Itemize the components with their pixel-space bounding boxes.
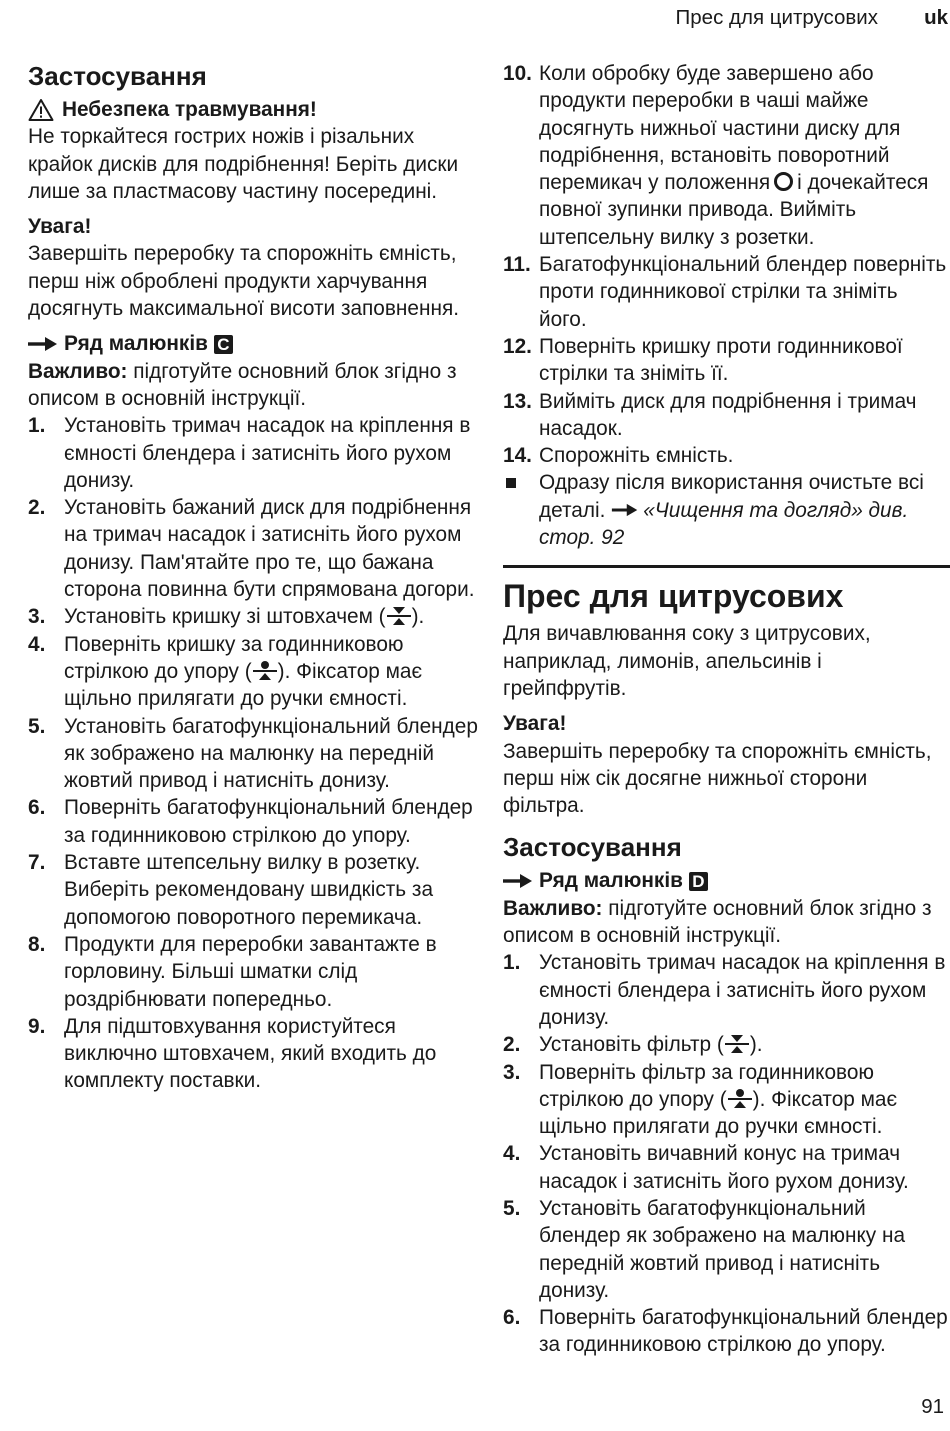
attention-title: Увага! [28, 215, 92, 239]
step-text-pre: Поверніть фільтр за годинниковою стрілкою до упору ( [539, 1060, 874, 1111]
section-title-citrus-press: Прес для цитрусових [503, 578, 844, 615]
bullet-item [503, 469, 950, 551]
sequence-label: Ряд малюнків [64, 332, 208, 356]
arrow-right-icon [503, 873, 533, 889]
list-item [503, 1031, 950, 1058]
right-column [503, 60, 950, 1359]
step-text-pre: Поверніть кришку за годинниковою стрілкою до упору ( [64, 632, 404, 683]
header-title: Прес для цитрусових [675, 6, 878, 29]
warning-triangle-icon [28, 98, 54, 122]
step-number: 5. [28, 714, 46, 738]
attention-title: Увага! [503, 712, 567, 736]
important-label: Важливо: [28, 359, 128, 383]
step-text-pre: Коли обробку буде завершено або продукти переробки в чаші майже досягнуть нижньої частини диску для подрібнення, встановіть поворотний перемикач у положення [539, 62, 901, 195]
step-text-post: ). [411, 605, 425, 629]
sequence-letter-badge: C [214, 335, 233, 354]
list-item [503, 388, 950, 443]
off-position-icon [774, 172, 793, 191]
sequence-letter-badge: D [689, 872, 708, 891]
important-text: підготуйте основний блок згідно з описом в основній інструкції. [503, 896, 932, 948]
step-text: Продукти для переробки завантажте в горловину. Більші шматки слід роздрібнювати попередньо. [64, 932, 437, 1011]
step-number: 10. [503, 62, 532, 85]
picture-sequence-ref [28, 330, 478, 357]
step-number: 4. [28, 632, 46, 656]
attention-text: Завершіть переробку та спорожніть ємність, перш ніж оброблені продукти харчування досягнуть максимальної висоти заповнення. [28, 242, 459, 321]
step-text: Вийміть диск для подрібнення і тримач насадок. [539, 389, 917, 440]
step-number: 6. [28, 796, 46, 820]
list-item [503, 251, 950, 333]
step-number: 11. [503, 253, 531, 277]
bullet-text: Одразу після використання очистьте всі деталі. [539, 471, 924, 522]
step-number: 1. [503, 951, 521, 975]
list-item [503, 1195, 950, 1304]
step-number: 6. [503, 1306, 521, 1330]
cross-reference-link[interactable]: «Чищення та догляд» див. стор. 92 [539, 498, 909, 550]
list-item [503, 442, 950, 469]
step-text: Спорожніть ємність. [539, 444, 734, 468]
section-divider [503, 565, 950, 568]
step-text: Поверніть багатофункціональний блендер за годинниковою стрілкою до упору. [539, 1306, 948, 1357]
steps-list-left [28, 412, 478, 1094]
list-item [28, 849, 478, 931]
step-number: 7. [28, 851, 46, 875]
lock-position-icon [252, 660, 278, 682]
step-text-pre: Установіть фільтр ( [539, 1033, 724, 1057]
step-number: 13. [503, 389, 532, 413]
step-text-post: ). Фіксатор має щільно прилягати до ручки ємності. [539, 1087, 898, 1139]
step-text-post: ). [749, 1033, 763, 1057]
list-item [28, 713, 478, 795]
steps-list-right-continued [503, 60, 950, 551]
press-down-icon [724, 1033, 750, 1055]
list-item [503, 60, 950, 251]
language-code: uk [924, 6, 948, 29]
list-item [28, 603, 478, 630]
warning-title-text: Небезпека травмування! [62, 98, 317, 121]
press-down-icon [386, 605, 412, 627]
step-text: Установіть багатофункціональний блендер як зображено на малюнку на передній жовтий привод і натисніть донизу. [64, 714, 478, 793]
step-text: Установіть багатофункціональний блендер як зображено на малюнку на передній жовтий привод і натисніть донизу. [539, 1196, 906, 1302]
step-number: 2. [503, 1033, 521, 1057]
list-item [28, 1013, 478, 1095]
page-header [0, 6, 950, 32]
list-item [503, 1059, 950, 1141]
important-label: Важливо: [503, 896, 603, 920]
list-item [503, 1140, 950, 1195]
square-bullet-icon [506, 478, 516, 488]
lock-position-icon [727, 1088, 753, 1110]
step-number: 2. [28, 496, 46, 520]
step-text-post: ). Фіксатор має щільно прилягати до ручки ємності. [64, 659, 423, 711]
section-intro: Для вичавлювання соку з цитрусових, наприклад, лимонів, апельсинів і грейпфрутів. [503, 622, 871, 700]
section-heading-usage: Застосування [28, 61, 207, 91]
list-item [28, 494, 478, 603]
list-item [503, 1304, 950, 1359]
step-text: Установіть бажаний диск для подрібнення на тримач насадок і затисніть його рухом донизу. Пам'ятайте про те, що бажана сторона повинна бути спрямована догори. [64, 496, 475, 602]
page-number: 91 [921, 1395, 944, 1418]
step-number: 3. [503, 1060, 521, 1084]
step-text: Поверніть багатофункціональний блендер за годинниковою стрілкою до упору. [64, 796, 473, 847]
step-number: 9. [28, 1014, 46, 1038]
warning-title [28, 96, 478, 123]
attention-text: Завершіть переробку та спорожніть ємність, перш ніж сік досягне нижньої сторони фільтра. [503, 739, 932, 818]
arrow-right-icon [611, 503, 639, 517]
list-item [503, 949, 950, 1031]
arrow-right-icon [28, 336, 58, 352]
list-item [28, 631, 478, 713]
step-text: Поверніть кришку проти годинникової стрілки та зніміть її. [539, 334, 903, 386]
step-text: Установіть вичавний конус на тримач насадок і затисніть його рухом донизу. [539, 1142, 909, 1193]
step-number: 1. [28, 414, 46, 438]
important-note [503, 895, 950, 950]
steps-list-right [503, 949, 950, 1358]
step-text-pre: Установіть кришку зі штовхачем ( [64, 605, 386, 629]
important-note [28, 358, 478, 413]
picture-sequence-ref [503, 867, 950, 894]
step-number: 12. [503, 334, 532, 358]
step-number: 4. [503, 1142, 521, 1166]
step-number: 3. [28, 605, 46, 629]
step-text: Установіть тримач насадок на кріплення в ємності блендера і затисніть його рухом донизу. [64, 414, 471, 492]
step-number: 5. [503, 1196, 521, 1220]
left-column [28, 60, 478, 1095]
step-number: 8. [28, 932, 46, 956]
section-heading-usage: Застосування [503, 832, 682, 863]
list-item [28, 412, 478, 494]
step-text: Установіть тримач насадок на кріплення в ємності блендера і затисніть його рухом донизу. [539, 951, 946, 1029]
list-item [28, 931, 478, 1013]
list-item [28, 794, 478, 849]
sequence-label: Ряд малюнків [539, 869, 683, 893]
important-text: підготуйте основний блок згідно з описом в основній інструкції. [28, 359, 457, 410]
step-text: Вставте штепсельну вилку в розетку. Виберіть рекомендовану швидкість за допомогою поворотного перемикача. [64, 851, 434, 929]
list-item [503, 333, 950, 388]
step-text: Для підштовхування користуйтеся виключно штовхачем, який входить до комплекту поставки. [64, 1014, 437, 1093]
warning-text: Не торкайтеся гострих ножів і різальних крайок дисків для подрібнення! Беріть диски лише за пластмасову частину посередині. [28, 125, 459, 203]
step-text: Багатофункціональний блендер поверніть проти годинникової стрілки та зніміть його. [539, 253, 947, 331]
step-text-post: і дочекайтеся повної зупинки привода. Вийміть штепсельну вилку з розетки. [539, 171, 929, 249]
step-number: 14. [503, 444, 532, 468]
